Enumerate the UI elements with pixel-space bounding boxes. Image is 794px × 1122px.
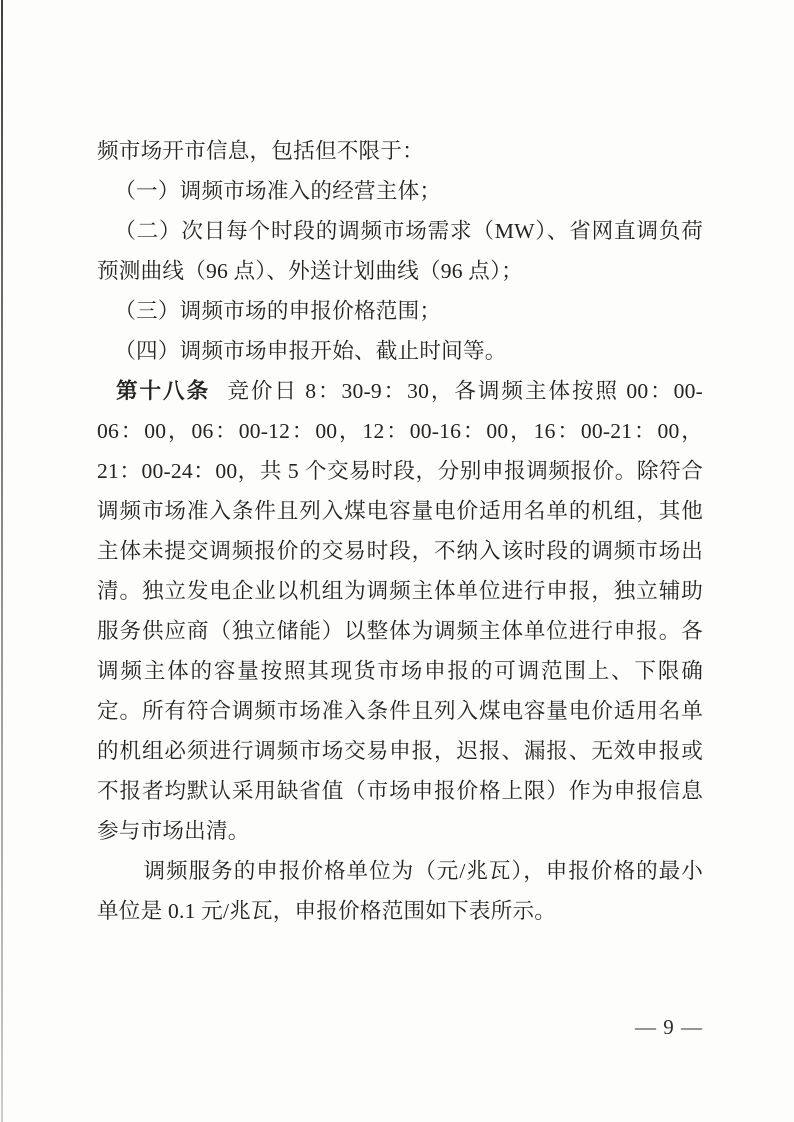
numbered-item-2: （二）次日每个时段的调频市场需求（MW）、省网直调负荷预测曲线（96 点）、外送计划曲线（96 点）；	[97, 219, 703, 283]
article-number-label: 第十八条	[116, 379, 211, 403]
page-number: — 9 —	[635, 1015, 703, 1039]
paragraph-continuation: 频市场开市信息，包括但不限于：	[97, 139, 424, 163]
numbered-item-3: （三）调频市场的申报价格范围；	[114, 299, 442, 323]
document-body	[97, 131, 703, 931]
numbered-item-4: （四）调频市场申报开始、截止时间等。	[114, 339, 507, 363]
closing-paragraph: 调频服务的申报价格单位为（元/兆瓦），申报价格的最小单位是 0.1 元/兆瓦，申报价格范围如下表所示。	[97, 859, 703, 923]
article-18-paragraph	[97, 371, 703, 851]
scan-edge-artifact	[1, 0, 3, 1122]
numbered-item-1: （一）调频市场准入的经营主体；	[114, 179, 442, 203]
article-18-text: 竞价日 8：30-9：30，各调频主体按照 00：00-06：00，06：00-12：00，12：00-16：00，16：00-21：00，21：00-24：00，共 5 个交易时段，分别申报调频报价。除符合调频市场准入条件且列入煤电容量电价适用名单的机组，其他主体未提交调频报价的交易时段，不纳入该时段的调频市场出清。独立发电企业以机组为调频主体单位进行申报，独立辅助服务供应商（独立储能）以整体为调频主体单位进行申报。各调频主体的容量按照其现货市场申报的可调范围上、下限确定。所有符合调频市场准入条件且列入煤电容量电价适用名单的机组必须进行调频市场交易申报，迟报、漏报、无效申报或不报者均默认采用缺省值（市场申报价格上限）作为申报信息参与市场出清。	[97, 379, 703, 843]
